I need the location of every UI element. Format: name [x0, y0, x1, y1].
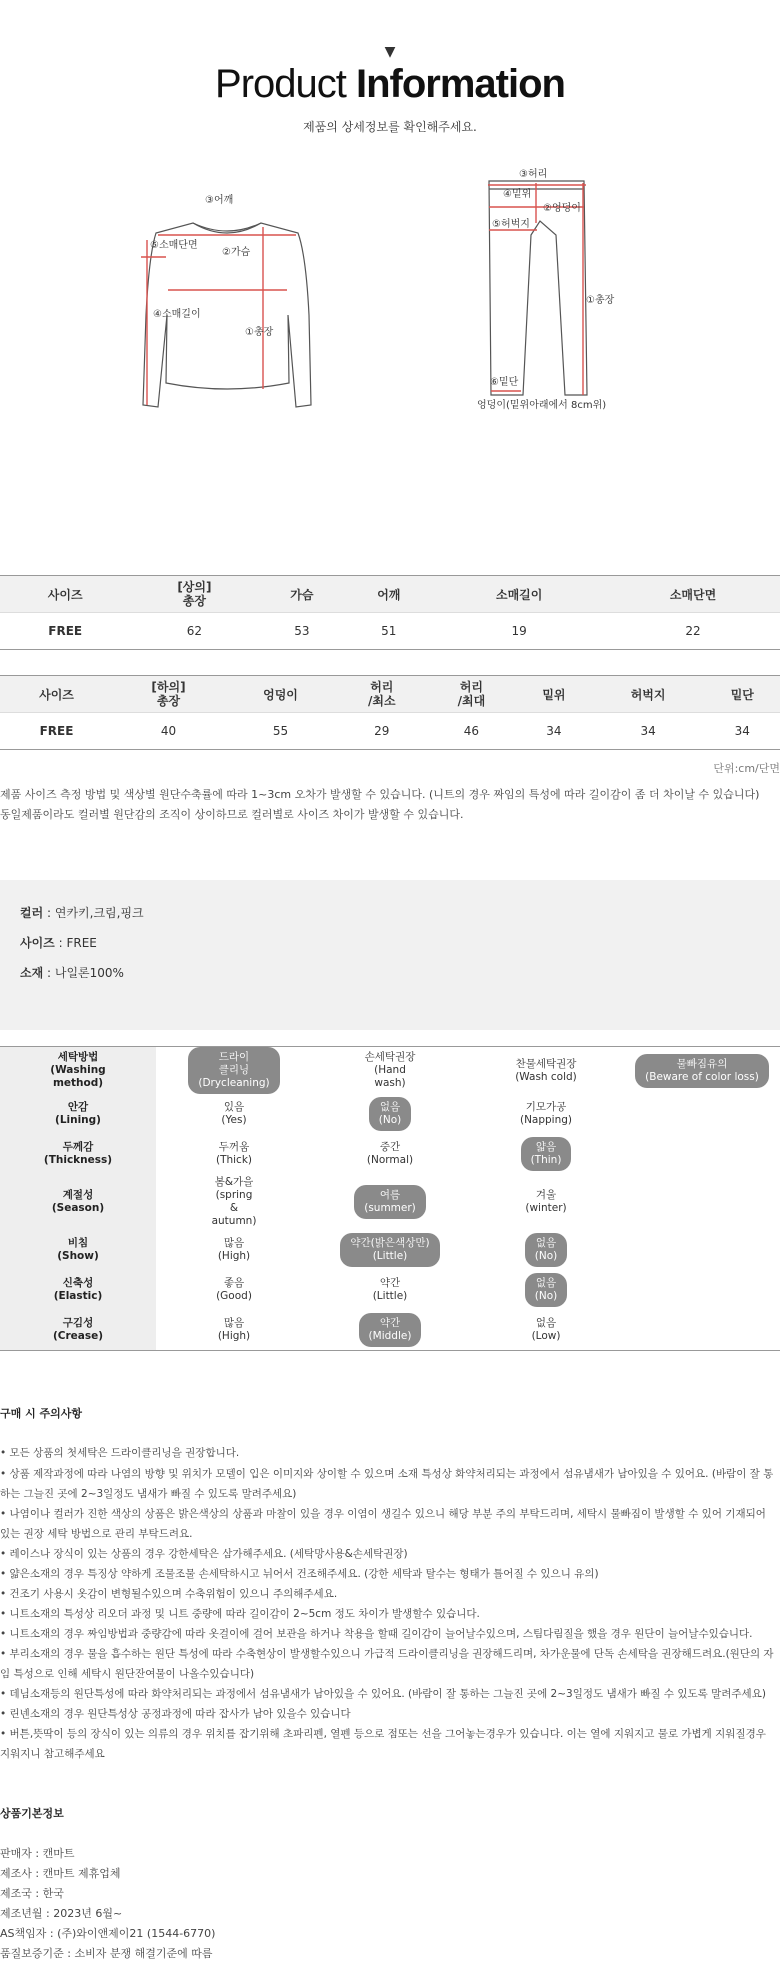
- label-top-sleeve-opening: ⑤소매단면: [150, 240, 198, 251]
- care-option: 많음 (High): [217, 1237, 251, 1262]
- top-size-table: [0, 575, 780, 650]
- label-bottom-thigh: ⑤허벅지: [492, 219, 530, 230]
- care-option: 두꺼움 (Thick): [215, 1141, 253, 1166]
- care-option: 손세탁권장 (Hand wash): [364, 1051, 416, 1089]
- top-size-header: [상의] 총장: [130, 576, 258, 613]
- top-size-value: FREE: [0, 613, 130, 650]
- product-info-title: 상품기본정보: [0, 1807, 64, 1820]
- bottom-size-value: 29: [337, 713, 427, 750]
- caution-item: 있는 권장 세탁 방법으로 관리 부탁드려요.: [0, 1528, 193, 1540]
- care-row: [0, 1047, 780, 1095]
- title-bold: Information: [355, 62, 565, 106]
- care-option-selected: 약간(밝은색상만) (Little): [340, 1233, 439, 1267]
- caution-item: • 니트소재의 특성상 리오더 과정 및 니트 중량에 따라 길이감이 2~5cm 정도 차이가 발생할수 있습니다.: [0, 1608, 480, 1620]
- care-cell: [468, 1134, 624, 1174]
- bottom-size-header: 밑위: [516, 676, 591, 713]
- size-label: 사이즈: [20, 936, 55, 950]
- caution-item: • 건조기 사용시 옷감이 변형될수있으며 수축위험이 있으니 주의해주세요.: [0, 1588, 338, 1600]
- care-option: 있음 (Yes): [221, 1101, 247, 1126]
- care-row-label: 신축성 (Elastic): [0, 1270, 156, 1310]
- care-row: [0, 1134, 780, 1174]
- care-row-label: 구김성 (Crease): [0, 1310, 156, 1350]
- care-cell: [156, 1047, 312, 1095]
- bottom-measure-lines: [488, 183, 586, 395]
- care-cell: [156, 1174, 312, 1230]
- bottom-size-table: [0, 675, 780, 750]
- product-info-line: 품질보증기준 : 소비자 분쟁 해결기준에 따름: [0, 1947, 213, 1960]
- care-cell: [468, 1094, 624, 1134]
- care-cell: [468, 1230, 624, 1270]
- page-title: [0, 62, 780, 107]
- caution-item: 지워지니 참고해주세요: [0, 1748, 105, 1760]
- caution-item: 임 특성으로 인해 세탁시 원단잔여물이 나올수있습니다): [0, 1668, 255, 1680]
- care-cell: [312, 1270, 468, 1310]
- label-top-length: ①총장: [245, 327, 274, 338]
- care-row-label: 두께감 (Thickness): [0, 1134, 156, 1174]
- top-size-header: 사이즈: [0, 576, 130, 613]
- size-row: [20, 934, 97, 951]
- care-cell: [624, 1270, 780, 1310]
- care-cell: [624, 1174, 780, 1230]
- bottom-size-value: 46: [427, 713, 517, 750]
- care-option: 약간 (Little): [372, 1277, 408, 1302]
- size-value: : FREE: [54, 936, 97, 950]
- caution-item: • 레이스나 장식이 있는 상품의 경우 강한세탁은 삼가해주세요. (세탁망사용&손세탁권장): [0, 1548, 408, 1560]
- care-row: [0, 1310, 780, 1350]
- top-size-value: 53: [258, 613, 345, 650]
- care-option-selected: 여름 (summer): [354, 1185, 426, 1219]
- care-cell: [312, 1230, 468, 1270]
- caution-item: • 얇은소재의 경우 특징상 약하게 조물조물 손세탁하시고 뉘어서 건조해주세요. (강한 세탁과 탈수는 형태가 틀어질 수 있으니 유의): [0, 1568, 599, 1580]
- color-label: 컬러: [20, 906, 44, 920]
- label-top-shoulder: ③어깨: [205, 195, 234, 206]
- care-cell: [312, 1174, 468, 1230]
- caution-item: • 버튼,뜻딱이 등의 장식이 있는 의류의 경우 위치를 잡기위해 초파리펜, 열펜 등으로 점또는 선을 그어놓는경우가 있습니다. 이는 열에 지워지고 물로 가볍게 지워질경우: [0, 1728, 766, 1740]
- care-row-label: 세탁방법 (Washing method): [0, 1047, 156, 1095]
- caution-title: 구매 시 주의사항: [0, 1407, 83, 1420]
- material-row: [20, 964, 124, 981]
- care-table: [0, 1046, 780, 1351]
- bottom-size-value: 34: [592, 713, 705, 750]
- bottom-size-value-row: [0, 713, 780, 750]
- label-bottom-waist: ③허리: [519, 169, 548, 180]
- label-bottom-hem: ⑥밑단: [490, 377, 519, 388]
- top-size-value: 22: [606, 613, 780, 650]
- care-cell: [468, 1047, 624, 1095]
- care-option: 기모가공 (Napping): [519, 1101, 573, 1126]
- care-cell: [312, 1310, 468, 1350]
- bottom-size-header: 사이즈: [0, 676, 113, 713]
- bottom-size-value: 34: [705, 713, 780, 750]
- top-size-value: 62: [130, 613, 258, 650]
- size-note: 동일제품이라도 컬러별 원단감의 조직이 상이하므로 컬러별로 사이즈 차이가 발생할 수 있습니다.: [0, 808, 464, 821]
- title-light: Product: [215, 62, 356, 106]
- care-row: [0, 1174, 780, 1230]
- caution-item: • 니트소재의 경우 짜임방법과 중량감에 따라 옷걸이에 걸어 보관을 하거나 착용을 할때 길이감이 늘어날수있으며, 스팀다림질을 했을 경우 원단이 늘어날수있습니다.: [0, 1628, 753, 1640]
- label-bottom-hip: ②엉덩이: [543, 203, 581, 214]
- product-info-line: 제조국 : 한국: [0, 1887, 64, 1900]
- caution-item: • 데님소재등의 원단특성에 따라 화약처리되는 과정에서 섬유냄새가 남아있을 수 있어요. (바람이 잘 통하는 그늘진 곳에 2~3일정도 냄새가 빠질 수 있도록 말려주세요): [0, 1688, 766, 1700]
- top-size-value-row: [0, 613, 780, 650]
- bottom-size-header: 엉덩이: [224, 676, 337, 713]
- care-cell: [624, 1230, 780, 1270]
- product-info-line: AS책임자 : (주)와이앤제이21 (1544-6770): [0, 1927, 216, 1940]
- caution-item: 하는 그늘진 곳에 2~3일정도 냄새가 빠질 수 있도록 말려주세요): [0, 1488, 297, 1500]
- care-row: [0, 1230, 780, 1270]
- bottom-size-header: 허리 /최소: [337, 676, 427, 713]
- care-cell: [156, 1094, 312, 1134]
- caution-item: • 모든 상품의 첫세탁은 드라이클리닝을 권장합니다.: [0, 1447, 240, 1459]
- top-size-header: 가슴: [258, 576, 345, 613]
- caution-item: • 부리소재의 경우 물을 흡수하는 원단 특성에 따라 수축현상이 발생할수있으니 가급적 드라이클리닝을 권장해드리며, 차가운물에 단독 손세탁을 권장해드려요.(원단의 자: [0, 1648, 774, 1660]
- top-size-header-row: [0, 576, 780, 613]
- bottom-hip-note: 엉덩이(밑위아래에서 8cm위): [477, 400, 607, 411]
- care-option-selected: 드라이 클리닝 (Drycleaning): [188, 1047, 279, 1094]
- product-info-line: 제조사 : 캔마트 제휴업체: [0, 1867, 121, 1880]
- label-top-chest: ②가슴: [222, 247, 251, 258]
- top-size-header: 어깨: [345, 576, 432, 613]
- color-row: [20, 904, 144, 921]
- label-top-sleeve-length: ④소매길이: [153, 309, 201, 320]
- top-size-value: 51: [345, 613, 432, 650]
- bottom-size-header: 밑단: [705, 676, 780, 713]
- bottom-size-value: FREE: [0, 713, 113, 750]
- bottom-size-header: [하의] 총장: [113, 676, 224, 713]
- label-bottom-length: ①총장: [586, 295, 615, 306]
- material-value: : 나일론100%: [43, 966, 124, 980]
- header-arrow-icon: ▼: [384, 44, 396, 60]
- care-option-selected: 물빠짐유의 (Beware of color loss): [635, 1054, 769, 1088]
- caution-item: • 린넨소재의 경우 원단특성상 공정과정에 따라 잡사가 남아 있을수 있습니다: [0, 1708, 351, 1720]
- care-cell: [468, 1310, 624, 1350]
- care-option-selected: 없음 (No): [525, 1273, 567, 1307]
- top-size-value: 19: [432, 613, 606, 650]
- care-cell: [312, 1094, 468, 1134]
- top-size-header: 소매단면: [606, 576, 780, 613]
- bottom-size-header: 허리 /최대: [427, 676, 517, 713]
- care-option: 찬물세탁권장 (Wash cold): [515, 1057, 577, 1083]
- bottom-size-value: 34: [516, 713, 591, 750]
- bottom-size-header-row: [0, 676, 780, 713]
- care-cell: [312, 1134, 468, 1174]
- bottom-size-value: 40: [113, 713, 224, 750]
- unit-label: 단위:cm/단면: [713, 762, 780, 775]
- bottom-size-value: 55: [224, 713, 337, 750]
- product-spec-box: [0, 880, 780, 1030]
- product-info-line: 판매자 : 캔마트: [0, 1847, 75, 1860]
- care-cell: [468, 1270, 624, 1310]
- material-label: 소재: [20, 966, 44, 980]
- care-cell: [624, 1310, 780, 1350]
- top-size-header: 소매길이: [432, 576, 606, 613]
- care-cell: [156, 1310, 312, 1350]
- product-info-line: 제조년월 : 2023년 6월~: [0, 1907, 123, 1920]
- care-option-selected: 없음 (No): [525, 1233, 567, 1267]
- care-cell: [468, 1174, 624, 1230]
- care-cell: [156, 1230, 312, 1270]
- size-note: 제품 사이즈 측정 방법 및 색상별 원단수축률에 따라 1~3cm 오차가 발생할 수 있습니다. (니트의 경우 짜임의 특성에 따라 길이감이 좀 더 차이날 수 있습니다): [0, 788, 760, 801]
- care-row-label: 안감 (Lining): [0, 1094, 156, 1134]
- caution-item: • 상품 제작과정에 따라 나염의 방향 및 위치가 모델이 입은 이미지와 상이할 수 있으며 소재 특성상 화약처리되는 과정에서 섬유냄새가 남아있을 수 있어요. (바람이 잘 통: [0, 1468, 774, 1480]
- care-option-selected: 약간 (Middle): [359, 1313, 422, 1347]
- care-option: 중간 (Normal): [366, 1141, 414, 1166]
- care-cell: [156, 1270, 312, 1310]
- color-value: : 연카키,크림,핑크: [43, 906, 144, 920]
- care-cell: [624, 1094, 780, 1134]
- care-option: 좋음 (Good): [216, 1277, 252, 1302]
- care-row: [0, 1270, 780, 1310]
- page-subtitle: 제품의 상세정보를 확인해주세요.: [303, 120, 477, 134]
- care-cell: [624, 1047, 780, 1095]
- caution-item: • 나염이나 컬러가 진한 색상의 상품은 밝은색상의 상품과 마찰이 있을 경우 이염이 생길수 있으니 해당 부분 주의 부탁드리며, 세탁시 물빠짐이 발생할 수 있어 기재되어: [0, 1508, 766, 1520]
- care-option: 없음 (Low): [531, 1316, 561, 1342]
- care-option: 많음 (High): [217, 1316, 251, 1342]
- care-row-label: 계절성 (Season): [0, 1174, 156, 1230]
- care-cell: [156, 1134, 312, 1174]
- care-option: 봄&가을 (spring & autumn): [211, 1176, 257, 1227]
- care-option-selected: 얇음 (Thin): [521, 1137, 572, 1171]
- care-row: [0, 1094, 780, 1134]
- bottom-size-header: 허벅지: [592, 676, 705, 713]
- care-option-selected: 없음 (No): [369, 1097, 411, 1131]
- care-option: 겨울 (winter): [525, 1189, 567, 1214]
- label-bottom-rise: ④밑위: [503, 189, 532, 200]
- care-row-label: 비침 (Show): [0, 1230, 156, 1270]
- measurement-diagram: [0, 169, 780, 525]
- care-cell: [312, 1047, 468, 1095]
- care-cell: [624, 1134, 780, 1174]
